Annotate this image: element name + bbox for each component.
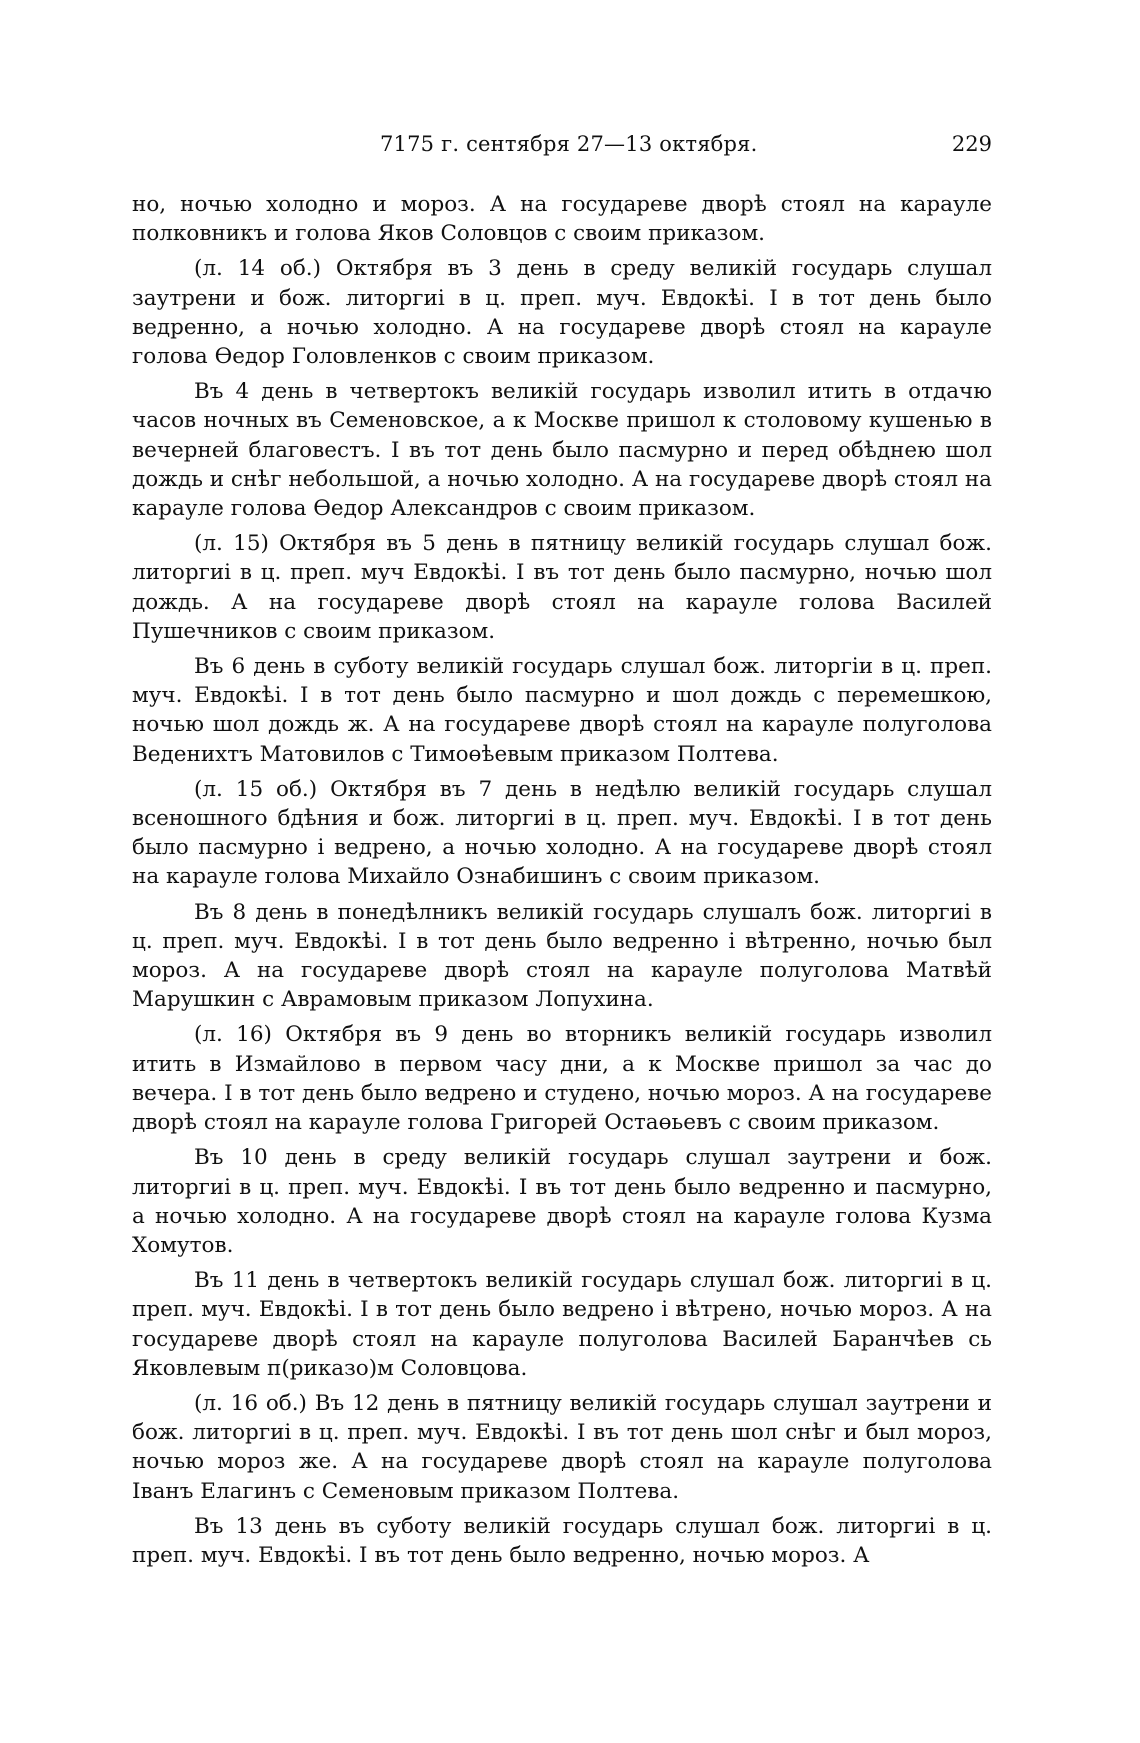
paragraph-2: (л. 14 об.) Октября въ 3 день в среду великій государь слушал заутрени и бож. литоргиі в ц. преп. муч. Евдокѣі. І в тот день было ведренно, а ночью холодно. А на государеве дворѣ стоял на карауле голова Өедор Головленков с своим приказом. — [132, 256, 992, 370]
paragraph-6: (л. 15 об.) Октября въ 7 день в недѣлю великій государь слушал всеношного бдѣния и бож. литоргиі в ц. преп. муч. Евдокѣі. І в тот день было пасмурно і ведрено, а ночью холодно. А на государеве дворѣ стоял на карауле голова Михайло Ознабишинъ с своим приказом. — [132, 776, 992, 890]
paragraph-8: (л. 16) Октября въ 9 день во вторникъ великій государь изволил итить в Измайлово в первом часу дни, а к Москве пришол за час до вечера. І в тот день было ведрено и студено, ночью мороз. А на государеве дворѣ стоял на карауле голова Григорей Остаөьевъ с своим приказом. — [132, 1022, 992, 1136]
paragraph-10: Въ 11 день в четвертокъ великій государь слушал бож. литоргиі в ц. преп. муч. Евдокѣі. І в тот день было ведрено і вѣтрено, ночью мороз. А на государеве дворѣ стоял на карауле полуголова Василей Баранчѣев сь Яковлевым п(риказо)м Соловцова. — [132, 1268, 992, 1381]
paragraph-4: (л. 15) Октября въ 5 день в пятницу великій государь слушал бож. литоргиі в ц. преп. муч Евдокѣі. І въ тот день было пасмурно, ночью шол дождь. А на государеве дворѣ стоял на карауле голова Василей Пушечников с своим приказом. — [132, 531, 992, 644]
paragraph-7: Въ 8 день в понедѣлникъ великій государь слушалъ бож. литоргиі в ц. преп. муч. Евдокѣі. І в тот день было ведренно і вѣтренно, ночью был мороз. А на государеве дворѣ стоял на карауле полуголова Матвѣй Марушкин с Аврамовым приказом Лопухина. — [132, 899, 992, 1013]
paragraph-11: (л. 16 об.) Въ 12 день в пятницу великій государь слушал заутрени и бож. литоргиі в ц. преп. муч. Евдокѣі. І въ тот день шол снѣг и был мороз, ночью мороз же. А на государеве дворѣ стоял на карауле полуголова Іванъ Елагинъ с Семеновым приказом Полтева. — [132, 1390, 992, 1504]
paragraph-5: Въ 6 день в суботу великій государь слушал бож. литоргіи в ц. преп. муч. Евдокѣі. І в тот день было пасмурно и шол дождь с перемешкою, ночью шол дождь ж. А на государеве дворѣ стоял на карауле полуголова Веденихтъ Матовилов с Тимоөѣевым приказом Полтева. — [132, 654, 992, 767]
paragraph-9: Въ 10 день в среду великій государь слушал заутрени и бож. литоргиі в ц. преп. муч. Евдокѣі. І въ тот день было ведренно и пасмурно, а ночью холодно. А на государеве дворѣ стоял на карауле голова Кузма Хомутов. — [132, 1145, 992, 1258]
header-title: 7175 г. сентября 27—13 октября. — [380, 132, 758, 156]
paragraph-3: Въ 4 день в четвертокъ великій государь изволил итить в отдачю часов ночных въ Семеновское, а к Москве пришол к столовому кушенью в вечерней благовестъ. І въ тот день было пасмурно и перед обѣднею шол дождь и снѣг небольшой, а ночью холодно. А на государеве дворѣ стоял на карауле голова Өедор Александров с своим приказом. — [132, 379, 992, 522]
page-number: 229 — [951, 132, 992, 156]
body-text — [132, 190, 992, 1570]
paragraph-1: но, ночью холодно и мороз. А на государеве дворѣ стоял на карауле полковникъ и голова Яков Соловцов с своим приказом. — [132, 192, 992, 247]
running-header — [132, 128, 992, 160]
paragraph-12: Въ 13 день въ суботу великій государь слушал бож. литоргиі в ц. преп. муч. Евдокѣі. І въ тот день было ведренно, ночью мороз. А — [132, 1513, 992, 1568]
